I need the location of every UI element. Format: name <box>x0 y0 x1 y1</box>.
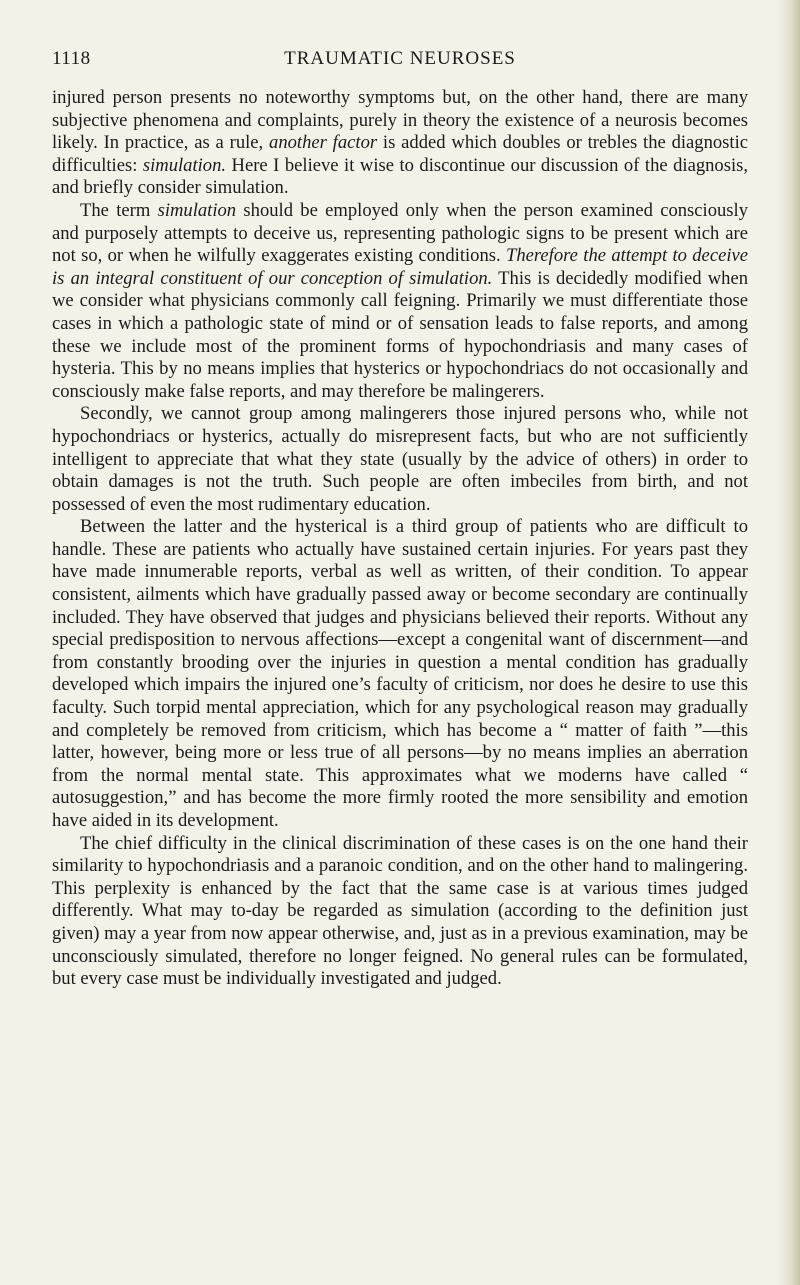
italic-segment: Therefore the attempt to deceive is an integral constituent of our conception of simulation. <box>52 245 748 289</box>
text-segment: Between the latter and the hysterical is a third group of patients who are difficult to handle. These are patients who actually have sustained certain injuries. For years past they have made innumerable reports, verbal as well as written, of their condition. To appear consistent, ailments which have gradually passed away or become secondary are continually included. They have observed that judges and physicians believed their reports. Without any special predisposition to nervous affections—except a congenital want of discernment—and from constantly brooding over the injuries in question a mental condition has gradually developed which impairs the injured one’s faculty of criticism, nor does he desire to use this faculty. Such torpid mental appreciation, which for any psychological reason may gradually and completely be removed from criticism, which has become a “ matter of faith ”—this latter, however, being more or less true of all persons—by no means implies an aberration from the normal mental state. This approximates what we moderns have called “ autosuggestion,” and has become the more firmly rooted the more sensibility and emotion have aided in its development. <box>52 516 748 831</box>
text-segment: The chief difficulty in the clinical discrimination of these cases is on the one hand their similarity to hypochondriasis and a paranoic condition, and on the other hand to malingering. This perplexity is enhanced by the fact that the same case is at various times judged differently. What may to-day be regarded as simulation (according to the definition just given) may a year from now appear otherwise, and, just as in a previous examination, may be unconsciously simulated, therefore no longer feigned. No general rules can be formulated, but every case must be individually investigated and judged. <box>52 832 748 990</box>
paragraph-5 <box>52 833 748 991</box>
body-text <box>52 87 748 991</box>
italic-segment: simulation <box>157 199 237 221</box>
text-segment: Secondly, we cannot group among malingerers those injured persons who, while not hypochondriacs or hysterics, actually do misrepresent facts, but who are not sufficiently intelligent to appreciate that what they state (usually by the advice of others) in order to obtain damages is not the truth. Such people are often imbeciles from birth, and not possessed of even the most rudimentary education. <box>52 403 748 515</box>
text-segment: should be employed only when the person examined consciously and purposely attempts to deceive us, representing pathologic signs to be present which are not so, or when he wilfully exaggerates existing conditions. <box>52 199 748 267</box>
italic-segment: simulation. <box>142 154 227 176</box>
text-segment: Here I believe it wise to discontinue our discussion of the diagnosis, and briefly consider simulation. <box>52 154 749 199</box>
paragraph-1 <box>52 87 748 200</box>
text-segment: This is decidedly modified when we consider what physicians commonly call feigning. Primarily we must differentiate those cases in which a pathologic state of mind or of sensation leads to false reports, and among these we include most of the prominent forms of hypochondriasis and many cases of hysteria. This by no means implies that hysterics or hypochondriacs do not occasionally and consciously make false reports, and may therefore be malingerers. <box>52 267 749 402</box>
text-segment: injured person presents no noteworthy symptoms but, on the other hand, there are many subjective phenomena and complaints, purely in theory the existence of a neurosis becomes likely. In practice, as a rule, <box>52 87 748 154</box>
page-number: 1118 <box>52 48 91 69</box>
page-edge-shadow <box>778 0 800 1285</box>
text-segment: is added which doubles or trebles the diagnostic difficulties: <box>52 132 748 176</box>
paragraph-2 <box>52 200 748 403</box>
italic-segment: another factor <box>269 132 378 154</box>
text-segment: The term <box>80 199 158 221</box>
page-header <box>52 48 748 74</box>
paragraph-3 <box>52 403 748 516</box>
paragraph-4 <box>52 516 748 832</box>
running-title: TRAUMATIC NEUROSES <box>284 48 516 69</box>
